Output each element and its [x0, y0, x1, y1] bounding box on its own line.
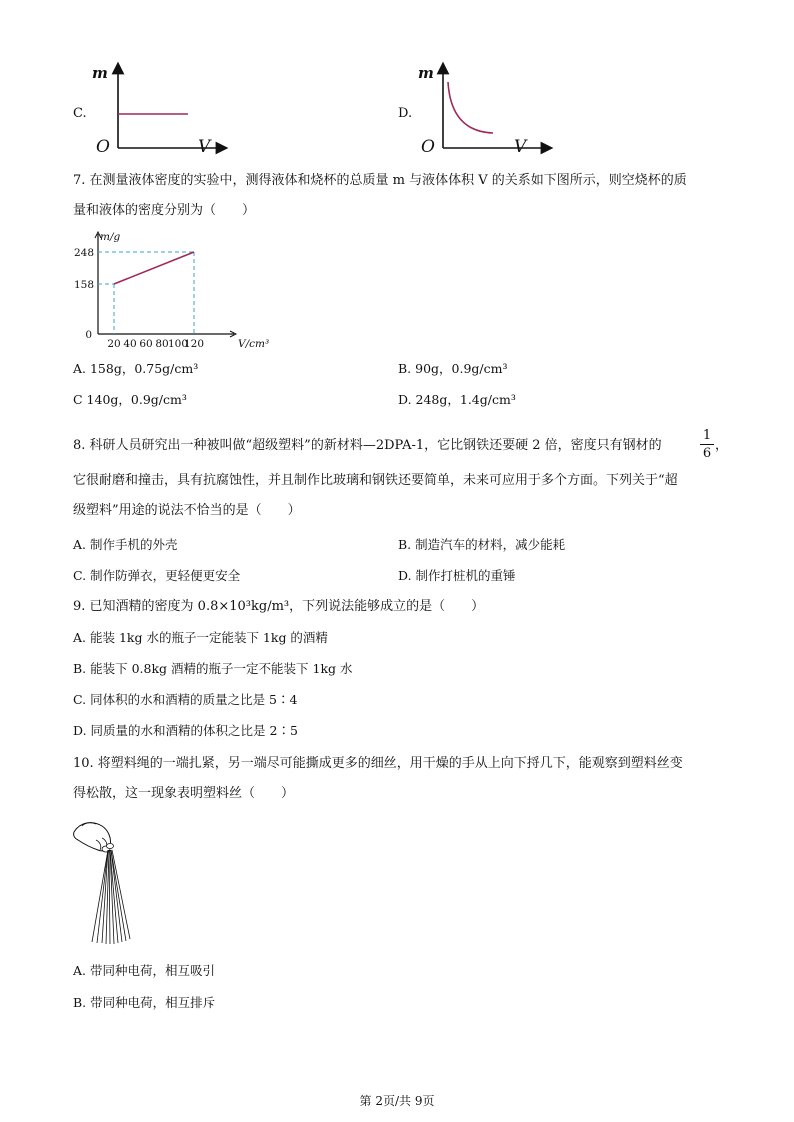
graph-c-x-label: V	[198, 137, 211, 157]
option-d-label: D.	[398, 106, 413, 121]
q8-option-c: C. 制作防弹衣，更轻便更安全	[73, 568, 241, 583]
q7-line1: 7. 在测量液体密度的实验中，测得液体和烧杯的总质量 m 与液体体积 V 的关系如下图所示，则空烧杯的质	[73, 173, 687, 188]
chart-origin-label: 0	[85, 329, 92, 341]
q9-option-b: B. 能装下 0.8kg 酒精的瓶子一定不能装下 1kg 水	[73, 661, 353, 676]
q7-option-b: B. 90g，0.9g/cm³	[398, 361, 508, 376]
option-c-label: C.	[73, 106, 87, 121]
q8-option-d: D. 制作打桩机的重锤	[398, 568, 516, 583]
graph-d-origin: O	[421, 137, 435, 157]
chart-x-tick-80: 80	[155, 338, 169, 350]
chart-x-tick-120: 120	[183, 338, 205, 350]
q8-option-b: B. 制造汽车的材料，减少能耗	[398, 537, 566, 552]
chart-x-tick-40: 40	[123, 338, 137, 350]
chart-y-tick-158: 158	[73, 279, 94, 291]
q9-line1: 9. 已知酒精的密度为 0.8×10³kg/m³，下列说法能够成立的是（ ）	[73, 599, 485, 614]
chart-y-label: m/g	[100, 231, 121, 243]
graph-d-curve	[448, 82, 493, 133]
q10-line1: 10. 将塑料绳的一端扎紧，另一端尽可能撕成更多的细丝，用干燥的手从上向下捋几下，能观察到塑料丝变	[73, 756, 683, 771]
chart-x-tick-20: 20	[107, 338, 121, 350]
q7-option-d: D. 248g，1.4g/cm³	[398, 392, 516, 407]
q9-option-d: D. 同质量的水和酒精的体积之比是 2∶5	[73, 723, 298, 738]
chart-x-label: V/cm³	[238, 338, 270, 350]
fraction-numerator: 1	[702, 428, 712, 443]
q8-line2: 它很耐磨和撞击，具有抗腐蚀性，并且制作比玻璃和钢铁还要简单，未来可应用于多个方面。下列关于“超	[73, 473, 678, 488]
q8-line3: 级塑料”用途的说法不恰当的是（ ）	[73, 503, 301, 518]
q9-option-a: A. 能装 1kg 水的瓶子一定能装下 1kg 的酒精	[73, 630, 328, 645]
q10-line2: 得松散，这一现象表明塑料丝（ ）	[73, 786, 295, 801]
chart-y-tick-248: 248	[73, 247, 94, 259]
graph-c-origin: O	[96, 137, 110, 157]
graph-d	[415, 60, 555, 160]
q8-fraction	[700, 428, 714, 461]
chart-x-tick-100: 100	[167, 338, 189, 350]
q10-option-a: A. 带同种电荷，相互吸引	[73, 963, 215, 978]
q10-option-b: B. 带同种电荷，相互排斥	[73, 995, 216, 1010]
fraction-denominator: 6	[702, 446, 712, 461]
q7-line2: 量和液体的密度分别为（ ）	[73, 203, 256, 218]
chart-series-line	[114, 252, 194, 284]
q7-chart	[68, 226, 288, 350]
graph-c-y-label: m	[92, 64, 108, 82]
page-footer: 第 2页/共 9页	[359, 1094, 435, 1108]
graph-d-y-label: m	[418, 64, 434, 82]
q8-line1: 8. 科研人员研究出一种被叫做“超级塑料”的新材料—2DPA-1，它比钢铁还要硬 2 倍，密度只有钢材的	[73, 438, 662, 453]
q7-option-a: A. 158g，0.75g/cm³	[73, 361, 199, 376]
hand-plastic-strands-illustration	[72, 818, 142, 946]
q8-option-a: A. 制作手机的外壳	[73, 537, 178, 552]
q7-option-c: C 140g，0.9g/cm³	[73, 392, 187, 407]
q9-option-c: C. 同体积的水和酒精的质量之比是 5∶4	[73, 692, 298, 707]
q8-fraction-tail: ，	[715, 438, 729, 453]
graph-d-x-label: V	[514, 137, 527, 157]
chart-x-tick-60: 60	[139, 338, 153, 350]
